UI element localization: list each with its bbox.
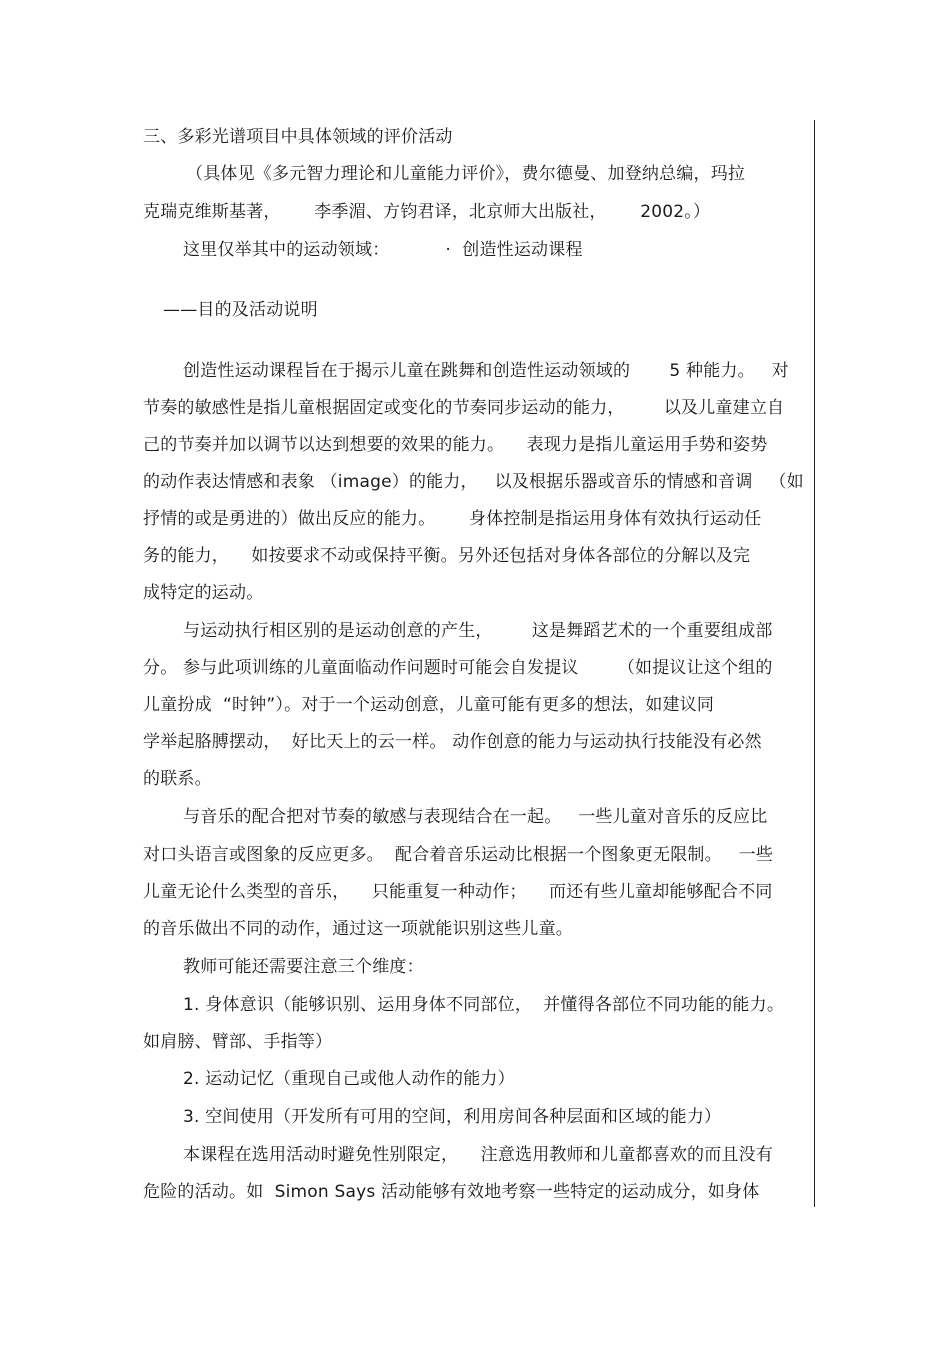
text-line: 创造性运动课程旨在于揭示儿童在跳舞和创造性运动领域的 5 种能力。 对 [183, 361, 789, 381]
text-line: 危险的活动。如 Simon Says 活动能够有效地考察一些特定的运动成分，如身体 [143, 1182, 760, 1202]
text-line: 克瑞克维斯基著， 李季湄、方钧君译，北京师大出版社， 2002。） [143, 202, 711, 222]
section-heading: 三、多彩光谱项目中具体领域的评价活动 [143, 127, 453, 147]
text-line: 本课程在选用活动时避免性别限定， 注意选用教师和儿童都喜欢的而且没有 [183, 1145, 774, 1165]
text-line: 成特定的运动。 [143, 583, 264, 603]
text-line: 分。 参与此项训练的儿童面临动作问题时可能会自发提议 （如提议让这个组的 [143, 658, 773, 678]
text-line: 儿童无论什么类型的音乐， 只能重复一种动作； 而还有些儿童却能够配合不同 [143, 882, 773, 902]
list-item: 3. 空间使用（开发所有可用的空间，利用房间各种层面和区域的能力） [183, 1107, 722, 1127]
text-line: （具体见《多元智力理论和儿童能力评价》，费尔德曼、加登纳总编，玛拉 [186, 164, 746, 184]
right-margin-rule [814, 120, 815, 1207]
text-line: 的动作表达情感和表象 （image）的能力， 以及根据乐器或音乐的情感和音调 （如 [143, 472, 804, 492]
text-line: 的联系。 [143, 769, 212, 789]
text-line: 这里仅举其中的运动领域： · 创造性运动课程 [183, 240, 583, 260]
subheading: ——目的及活动说明 [163, 300, 318, 320]
text-line: 学举起胳膊摆动， 好比天上的云一样。 动作创意的能力与运动执行技能没有必然 [143, 732, 762, 752]
text-line: 如肩膀、臂部、手指等） [143, 1032, 333, 1052]
text-line: 与运动执行相区别的是运动创意的产生， 这是舞蹈艺术的一个重要组成部 [183, 621, 773, 641]
text-line: 对口头语言或图象的反应更多。 配合着音乐运动比根据一个图象更无限制。 一些 [143, 845, 774, 865]
text-line: 的音乐做出不同的动作，通过这一项就能识别这些儿童。 [143, 919, 573, 939]
list-item: 2. 运动记忆（重现自己或他人动作的能力） [183, 1069, 515, 1089]
text-line: 与音乐的配合把对节奏的敏感与表现结合在一起。 一些儿童对音乐的反应比 [183, 807, 768, 827]
text-line: 务的能力， 如按要求不动或保持平衡。另外还包括对身体各部位的分解以及完 [143, 546, 751, 566]
text-line: 抒情的或是勇进的）做出反应的能力。 身体控制是指运用身体有效执行运动任 [143, 509, 762, 529]
text-line: 己的节奏并加以调节以达到想要的效果的能力。 表现力是指儿童运用手势和姿势 [143, 435, 768, 455]
list-item: 1. 身体意识（能够识别、运用身体不同部位， 并懂得各部位不同功能的能力。 [183, 995, 785, 1015]
text-line: 儿童扮成 “时钟”）。对于一个运动创意，儿童可能有更多的想法，如建议同 [143, 695, 715, 715]
text-line: 教师可能还需要注意三个维度： [183, 957, 424, 977]
text-line: 节奏的敏感性是指儿童根据固定或变化的节奏同步运动的能力， 以及儿童建立自 [143, 398, 785, 418]
